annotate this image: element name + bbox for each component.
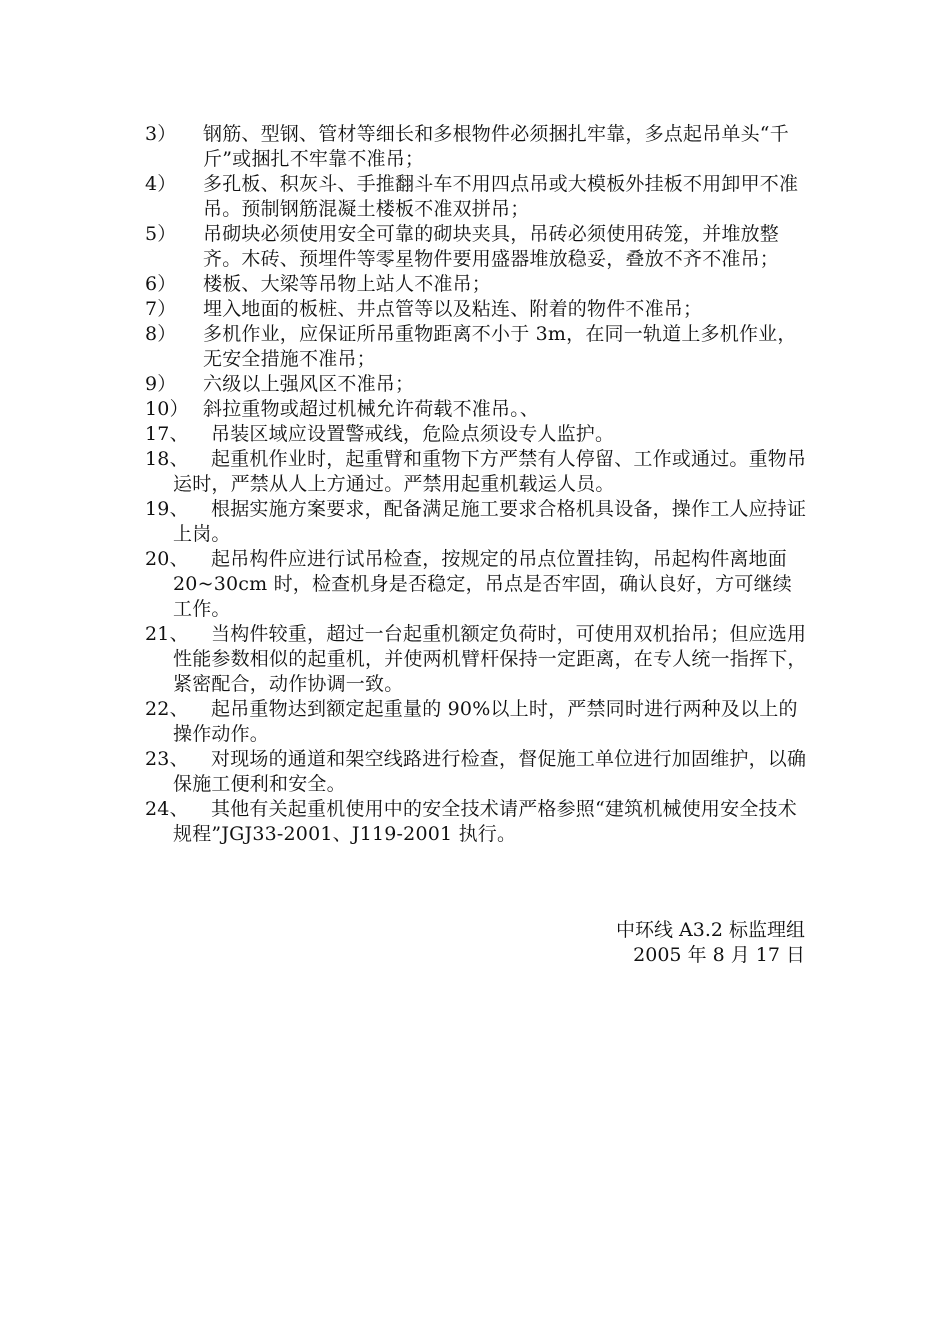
item-text: 楼板、大梁等吊物上站人不准吊；	[203, 273, 492, 295]
item-text: 根据实施方案要求，配备满足施工要求合格机具设备，操作工人应持证上岗。	[173, 498, 807, 545]
list-item	[145, 322, 810, 372]
item-text: 多孔板、积灰斗、手推翻斗车不用四点吊或大模板外挂板不用卸甲不准吊。预制钢筋混凝土楼板不准双拼吊；	[203, 173, 799, 220]
item-number: 4）	[145, 173, 177, 195]
list-item	[145, 547, 810, 622]
item-number: 10）	[145, 398, 189, 420]
list-item	[145, 122, 810, 172]
signature-block	[616, 918, 805, 968]
item-text: 起吊重物达到额定起重量的 90%以上时，严禁同时进行两种及以上的操作动作。	[173, 698, 798, 745]
item-number: 23、	[145, 748, 189, 770]
item-text: 起重机作业时，起重臂和重物下方严禁有人停留、工作或通过。重物吊运时，严禁从人上方通过。严禁用起重机载运人员。	[173, 448, 807, 495]
list-item	[145, 372, 810, 397]
item-number: 17、	[145, 423, 189, 445]
list-item	[145, 172, 810, 222]
item-text: 斜拉重物或超过机械允许荷载不准吊。、	[203, 398, 540, 420]
item-text: 六级以上强风区不准吊；	[203, 373, 415, 395]
item-number: 3）	[145, 123, 177, 145]
item-text: 对现场的通道和架空线路进行检查，督促施工单位进行加固维护，以确保施工便利和安全。	[173, 748, 807, 795]
document-body	[145, 122, 810, 847]
list-item	[145, 222, 810, 272]
item-text: 多机作业，应保证所吊重物距离不小于 3m，在同一轨道上多机作业，无安全措施不准吊；	[203, 323, 797, 370]
list-item	[145, 447, 810, 497]
item-number: 18、	[145, 448, 189, 470]
list-item	[145, 297, 810, 322]
item-number: 9）	[145, 373, 177, 395]
list-item	[145, 797, 810, 847]
list-item	[145, 497, 810, 547]
list-item	[145, 272, 810, 297]
item-number: 21、	[145, 623, 189, 645]
list-item	[145, 747, 810, 797]
list-item	[145, 697, 810, 747]
list-item	[145, 622, 810, 697]
item-number: 20、	[145, 548, 189, 570]
list-item	[145, 397, 810, 422]
item-text: 起吊构件应进行试吊检查，按规定的吊点位置挂钩，吊起构件离地面 20~30cm 时，检查机身是否稳定，吊点是否牢固，确认良好，方可继续工作。	[173, 548, 792, 620]
item-number: 24、	[145, 798, 189, 820]
item-text: 吊装区域应设置警戒线，危险点须设专人监护。	[211, 423, 615, 445]
item-text: 其他有关起重机使用中的安全技术请严格参照“建筑机械使用安全技术规程”JGJ33-2001、J119-2001 执行。	[173, 798, 797, 845]
item-number: 22、	[145, 698, 189, 720]
item-number: 7）	[145, 298, 177, 320]
item-number: 6）	[145, 273, 177, 295]
list-item	[145, 422, 810, 447]
item-text: 钢筋、型钢、管材等细长和多根物件必须捆扎牢靠，多点起吊单头“千斤”或捆扎不牢靠不准吊；	[203, 123, 789, 170]
item-number: 19、	[145, 498, 189, 520]
item-number: 8）	[145, 323, 177, 345]
item-text: 当构件较重，超过一台起重机额定负荷时，可使用双机抬吊；但应选用性能参数相似的起重机，并使两机臂杆保持一定距离，在专人统一指挥下，紧密配合，动作协调一致。	[173, 623, 807, 695]
signature-org: 中环线 A3.2 标监理组	[615, 919, 805, 941]
item-text: 吊砌块必须使用安全可靠的砌块夹具，吊砖必须使用砖笼，并堆放整齐。木砖、预埋件等零星物件要用盛器堆放稳妥，叠放不齐不准吊；	[203, 223, 780, 270]
signature-date: 2005 年 8 月 17 日	[633, 944, 805, 966]
item-number: 5）	[145, 223, 177, 245]
item-text: 埋入地面的板桩、井点管等以及粘连、附着的物件不准吊；	[203, 298, 703, 320]
